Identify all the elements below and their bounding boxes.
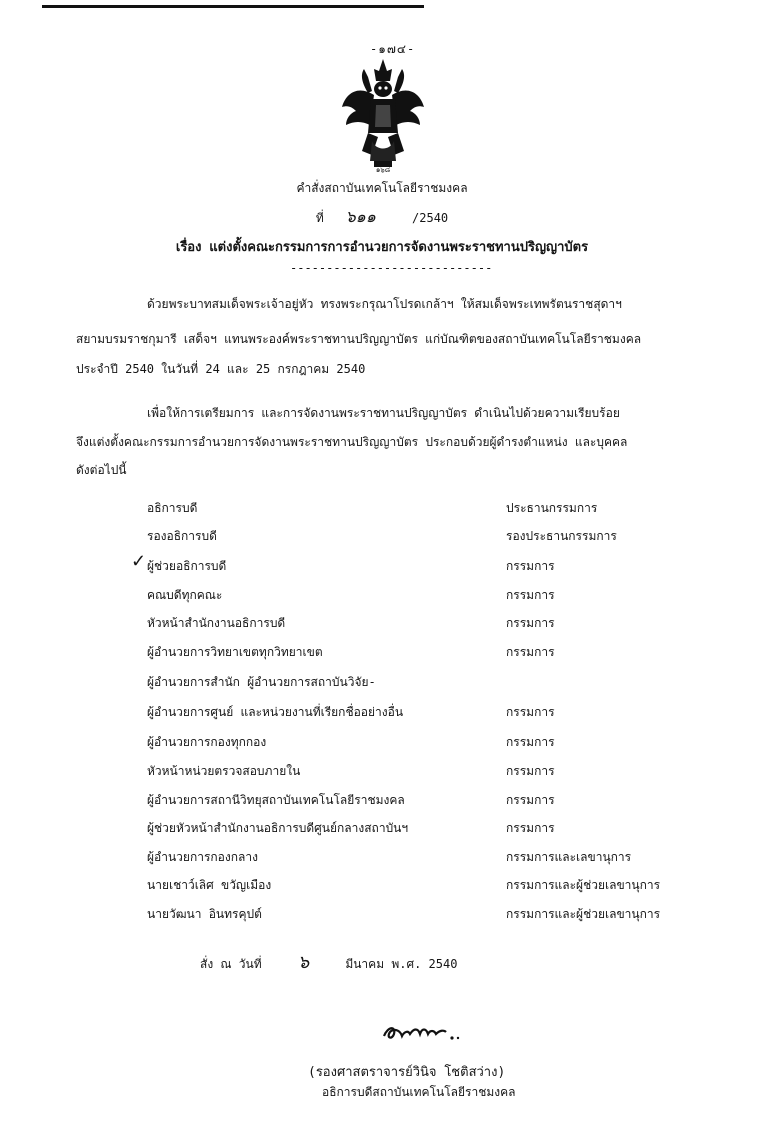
member-role: กรรมการ [506,588,555,602]
order-number-handwritten: ๖๑๑ [345,207,376,226]
order-date-prefix: สั่ง ณ วันที่ [200,957,262,971]
member-name: ผู้ช่วยอธิการบดี [147,559,227,573]
member-role: กรรมการ [506,821,555,835]
member-name: ผู้ช่วยหัวหน้าสำนักงานอธิการบดีศูนย์กลางสถาบันฯ [147,821,409,835]
member-name: อธิการบดี [147,501,198,515]
subject-line: เรื่อง แต่งตั้งคณะกรรมการการอำนวยการจัดงานพระราชทานปริญญาบัตร [175,240,589,255]
svg-text:๑๖๘: ๑๖๘ [375,166,391,173]
member-name: ผู้อำนวยการสำนัก ผู้อำนวยการสถาบันวิจัย- [147,675,376,689]
member-role: กรรมการ [506,793,555,807]
subject-divider: ---------------------------- [290,261,493,275]
member-role: รองประธานกรรมการ [506,529,617,543]
member-role: กรรมการ [506,735,555,749]
member-role: กรรมการและเลขานุการ [506,850,632,864]
member-role: กรรมการ [506,764,555,778]
checkmark-icon: ✓ [131,551,147,572]
member-name: ผู้อำนวยการกองทุกกอง [147,735,267,749]
member-role: กรรมการและผู้ช่วยเลขานุการ [506,878,661,892]
paragraph-2-line-3: ดังต่อไปนี้ [76,463,127,477]
member-name: นายเชาว์เลิศ ขวัญเมือง [147,878,272,892]
page-number: -๑๗๔- [370,42,416,56]
member-role: ประธานกรรมการ [506,501,598,515]
signature [378,1016,498,1046]
signer-name: (รองศาสตราจารย์วินิจ โชติสว่าง) [308,1065,506,1080]
order-number [0,205,764,230]
member-name: นายวัฒนา อินทรคุปต์ [147,907,262,921]
member-name: คณบดีทุกคณะ [147,588,223,602]
member-name: ผู้อำนวยการสถานีวิทยุสถาบันเทคโนโลยีราชมงคล [147,793,405,807]
member-role: กรรมการ [506,645,555,659]
member-role: กรรมการและผู้ช่วยเลขานุการ [506,907,661,921]
member-name: ผู้อำนวยการศูนย์ และหน่วยงานที่เรียกชื่ออย่างอื่น [147,705,404,719]
order-number-year: /2540 [412,211,449,225]
order-number-prefix: ที่ [315,211,324,225]
top-rule [42,5,424,8]
paragraph-1-line-3: ประจำปี 2540 ในวันที่ 24 และ 25 กรกฎาคม 2540 [76,362,366,376]
paragraph-2-line-1: เพื่อให้การเตรียมการ และการจัดงานพระราชทานปริญญาบัตร ดำเนินไปด้วยความเรียบร้อย [147,406,620,420]
signer-position: อธิการบดีสถาบันเทคโนโลยีราชมงคล [322,1085,516,1099]
member-name: ผู้อำนวยการกองกลาง [147,850,258,864]
member-role: กรรมการ [506,616,555,630]
member-name: หัวหน้าหน่วยตรวจสอบภายใน [147,764,301,778]
order-date-suffix: มีนาคม พ.ศ. 2540 [345,957,458,971]
paragraph-1-line-2: สยามบรมราชกุมารี เสด็จฯ แทนพระองค์พระราชทานปริญญาบัตร แก่บัณฑิตของสถาบันเทคโนโลยีราชมงคล [76,332,642,346]
member-name: รองอธิการบดี [147,529,217,543]
paragraph-1-line-1: ด้วยพระบาทสมเด็จพระเจ้าอยู่หัว ทรงพระกรุณาโปรดเกล้าฯ ให้สมเด็จพระเทพรัตนราชสุดาฯ [147,297,622,311]
member-role: กรรมการ [506,705,555,719]
member-name: หัวหน้าสำนักงานอธิการบดี [147,616,286,630]
garuda-emblem-icon [338,55,428,173]
order-day-handwritten: ๖ [297,952,310,973]
order-date-line [200,947,457,976]
paragraph-2-line-2: จึงแต่งตั้งคณะกรรมการอำนวยการจัดงานพระราชทานปริญญาบัตร ประกอบด้วยผู้ดำรงตำแหน่ง และบุคคล [76,435,628,449]
member-role: กรรมการ [506,559,555,573]
member-name: ผู้อำนวยการวิทยาเขตทุกวิทยาเขต [147,645,323,659]
order-heading: คำสั่งสถาบันเทคโนโลยีราชมงคล [296,181,468,195]
